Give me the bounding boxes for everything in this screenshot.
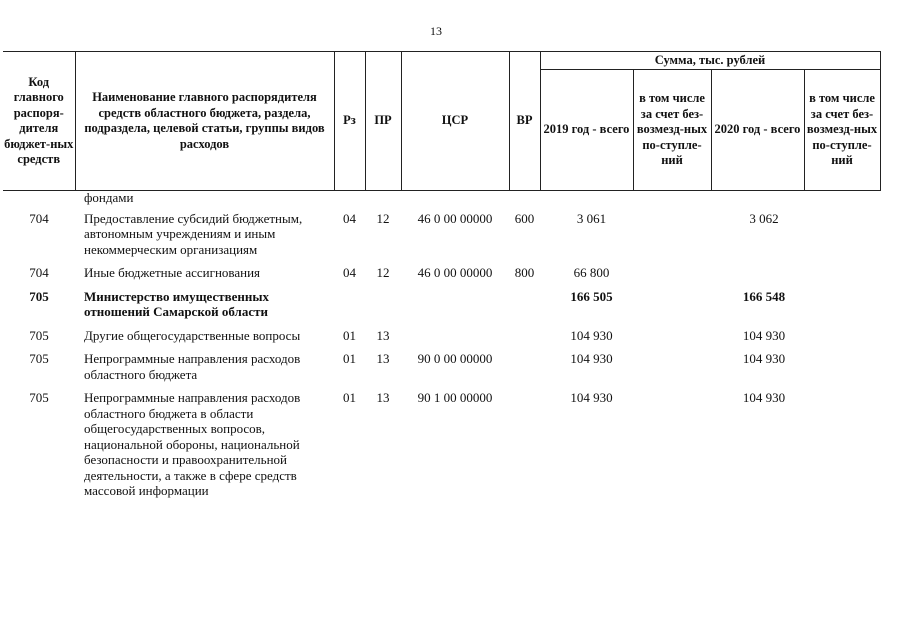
header-2019-free: в том числе за счет без-возмезд-ных по-ступле-ний <box>633 70 711 191</box>
table-row <box>3 289 873 320</box>
table-row <box>3 390 873 499</box>
row-csr: 90 1 00 00000 <box>417 390 493 405</box>
table-row <box>3 351 873 382</box>
row-pr: 12 <box>376 265 390 280</box>
table-header <box>3 51 881 191</box>
header-pr: ПР <box>365 52 401 191</box>
row-2019-total: 166 505 <box>570 288 613 304</box>
row-2020-total: 104 930 <box>742 351 786 366</box>
row-2019-total: 104 930 <box>570 390 613 405</box>
table-row <box>3 265 873 281</box>
row-name: Министерство имущественных отношений Самарской области <box>84 288 270 319</box>
header-2020-free: в том числе за счет без-возмезд-ных по-ступле-ний <box>804 70 880 191</box>
row-vr: 600 <box>514 210 535 226</box>
row-csr: 90 0 00 00000 <box>417 351 493 366</box>
row-code: 705 <box>29 327 49 343</box>
header-name: Наименование главного распорядителя средств областного бюджета, раздела, подраздела, целевой статьи, группы видов расходов <box>75 52 334 191</box>
header-sum: Сумма, тыс. рублей <box>540 52 880 70</box>
header-code: Код главного распоря-дителя бюджет-ных средств <box>3 52 75 191</box>
row-2020-total: 104 930 <box>742 327 786 343</box>
row-pr: 12 <box>376 210 390 226</box>
row-2020-total: 3 062 <box>749 210 779 226</box>
row-2020-total: 104 930 <box>742 390 786 405</box>
row-csr: 46 0 00 00000 <box>417 210 493 226</box>
row-name: фондами <box>84 190 134 205</box>
row-name: Непрограммные направления расходов областного бюджета в области общегосударственных вопросов, национальной обороны, национальной безопасности и правоохранительной деятельности, а также в сфере средств массовой информации <box>84 390 301 498</box>
row-2019-total: 3 061 <box>576 210 607 226</box>
header-vr: ВР <box>509 52 540 191</box>
header-2019-total: 2019 год - всего <box>540 70 633 191</box>
row-rz: 01 <box>343 390 356 405</box>
row-name: Другие общегосударственные вопросы <box>84 327 301 343</box>
table-row <box>3 328 873 344</box>
header-2020-total: 2020 год - всего <box>711 70 804 191</box>
row-pr: 13 <box>376 327 390 343</box>
row-2019-total: 104 930 <box>570 327 613 343</box>
row-rz: 04 <box>343 210 356 226</box>
row-2020-total: 166 548 <box>742 288 786 304</box>
table-row <box>3 211 873 258</box>
row-code: 705 <box>29 390 49 405</box>
row-code: 705 <box>29 288 49 304</box>
row-name: Непрограммные направления расходов областного бюджета <box>84 351 301 382</box>
table-body <box>3 190 873 507</box>
row-pr: 13 <box>376 390 390 405</box>
row-rz: 04 <box>343 265 356 280</box>
row-rz: 01 <box>343 327 356 343</box>
row-name: Предоставление субсидий бюджетным, автономным учреждениям и иным некоммерческим организациям <box>84 210 303 257</box>
table-row <box>3 190 873 206</box>
row-csr: 46 0 00 00000 <box>417 265 493 280</box>
row-2019-total: 104 930 <box>570 351 613 366</box>
header-csr: ЦСР <box>401 52 509 191</box>
row-rz: 01 <box>343 351 356 366</box>
row-2019-total: 66 800 <box>573 265 610 280</box>
header-rz: Рз <box>334 52 365 191</box>
row-name: Иные бюджетные ассигнования <box>84 265 261 280</box>
page-number: 13 <box>430 24 442 38</box>
row-code: 704 <box>29 265 49 280</box>
row-code: 705 <box>29 351 49 366</box>
row-code: 704 <box>29 210 49 226</box>
row-vr: 800 <box>514 265 535 280</box>
row-pr: 13 <box>376 351 390 366</box>
